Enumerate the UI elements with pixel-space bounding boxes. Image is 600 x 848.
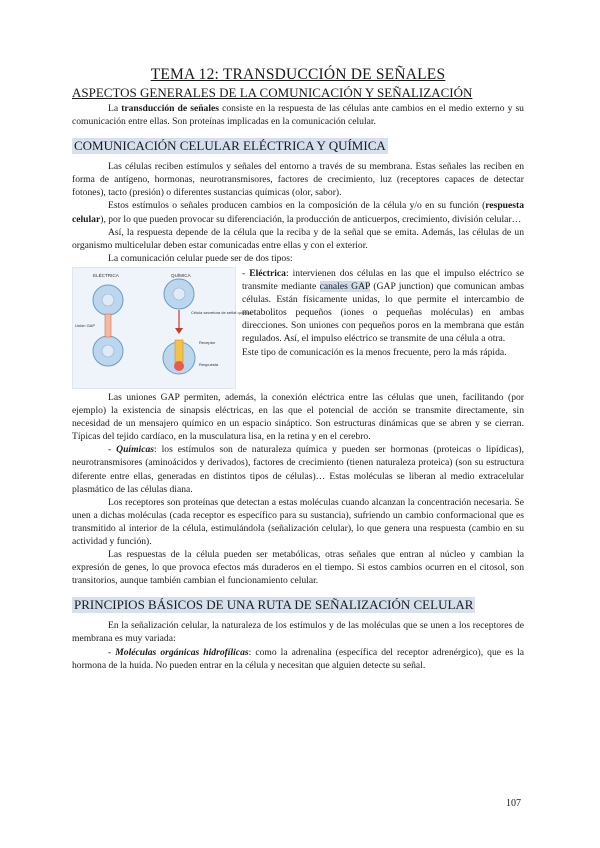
figure-label-quimica: QUÍMICA [171, 272, 191, 278]
document-page [72, 66, 524, 672]
signal-arrowhead [175, 328, 183, 334]
section-heading-comunicacion: COMUNICACIÓN CELULAR ELÉCTRICA Y QUÍMICA [74, 138, 386, 154]
paragraph: Así, la respuesta depende de la célula que la reciba y de la señal que se emita. Además, las células de un organismo multicelular deben estar comunicadas entre ellas y con el exterior. [72, 226, 524, 251]
figure-label-gap: Unión GAP [75, 322, 96, 328]
paragraph: - Químicas: los estímulos son de naturaleza química y pueden ser hormonas (proteicas o lipídicas), neurotransmisores (aminoácidos y derivados), factores de crecimiento (tienen naturaleza proteica) (son su estructura diferente entre ellas, generadas en distintos tipos de células)… Estas moléculas se liberan al medio extracelular plasmático de las células diana. [72, 444, 524, 495]
figure-label-cell: Célula secretora de señal química [191, 309, 252, 315]
page-title: TEMA 12: TRANSDUCCIÓN DE SEÑALES [150, 66, 446, 83]
page-number: 107 [506, 798, 521, 809]
paragraph: La comunicación celular puede ser de dos tipos: [108, 252, 293, 264]
response-marker [174, 361, 184, 371]
cell-nucleus [102, 294, 114, 306]
electrical-description [242, 267, 524, 389]
gap-junction-channel [105, 314, 111, 337]
paragraph: La transducción de señales consiste en la respuesta de las células ante cambios en el medio externo y su comunicación entre ellas. Son proteínas implicadas en la comunicación celular. [72, 103, 524, 128]
cell-nucleus [102, 345, 114, 357]
paragraph: - Moléculas orgánicas hidrofílicas: como la adrenalina (específica del receptor adrenérgico), que es la hormona de la huida. No pueden entrar en la célula y necesitan que alguien detecte su señal. [72, 646, 525, 671]
paragraph: En la señalización celular, la naturaleza de los estímulos y de las moléculas que se unen a los receptores de membrana es muy variada: [72, 620, 524, 645]
cell-nucleus [173, 288, 185, 300]
paragraph: - Eléctrica: intervienen dos células en las que el impulso eléctrico se transmite mediante canales GAP (GAP junction) que comunican ambas células. Están físicamente unidas, lo que permite el intercambio de metabolitos pequeños (iones o pequeñas moléculas) en ambas direcciones. Son uniones con pequeños poros en la membrana que están regulados. Así, el impulso eléctrico se transmite de una célula a otra. [242, 267, 525, 345]
figure-label-electrica: ELÉCTRICA [93, 272, 119, 278]
section-heading-principios: PRINCIPIOS BÁSICOS DE UNA RUTA DE SEÑALIZACIÓN CELULAR [74, 597, 474, 613]
figure-label-receptor: Receptor [199, 339, 216, 345]
receptor-shape [175, 340, 183, 362]
paragraph: Este tipo de comunicación es la menos frecuente, pero la más rápida. [242, 346, 507, 358]
section-heading-aspectos: ASPECTOS GENERALES DE LA COMUNICACIÓN Y SEÑALIZACIÓN [72, 85, 473, 100]
paragraph: Las células reciben estímulos y señales del entorno a través de su membrana. Estas señales las reciben en forma de antígeno, hormonas, neurotransmisores, factores de crecimiento, luz (receptores capaces de detectar fotones), tacto (presión) o diferentes sustancias químicas (olor, sabor). [72, 161, 524, 199]
highlighted-term: canales GAP [319, 281, 371, 293]
paragraph: Estos estímulos o señales producen cambios en la composición de la célula y/o en su función (respuesta celular), por lo que pueden provocar su diferenciación, la producción de anticuerpos, crecimiento, división celular… [72, 200, 524, 225]
cell-communication-figure [72, 267, 252, 389]
figure-label-response: Respuesta [199, 361, 219, 367]
paragraph: Las uniones GAP permiten, además, la conexión eléctrica entre las células que unen, facilitando (por ejemplo) la existencia de sinapsis eléctricas, en las que el potencial de acción se transmite directamente, sin necesidad de un mensajero químico en un espacio sináptico. Son estructuras dinámicas que se abren y se cierran. Típicas del tejido cardíaco, en la musculatura lisa, en la retina y en el cerebro. [72, 391, 524, 443]
paragraph: Los receptores son proteínas que detectan a estas moléculas cuando alcanzan la concentración necesaria. Se unen a dichas moléculas (cada receptor es específico para su sustancia), sufriendo un cambio conformacional que es transmitido al interior de la célula, estimulándola (señalización celular), lo que genera una respuesta (cambio en su actividad y función). [72, 496, 524, 547]
paragraph: Las respuestas de la célula pueden ser metabólicas, otras señales que entran al núcleo y cambian la expresión de genes, lo que provoca efectos más duraderos en el tiempo. Si estos cambios ocurren en el citosol, son transitorios, aunque también cambian el funcionamiento celular. [72, 549, 524, 587]
